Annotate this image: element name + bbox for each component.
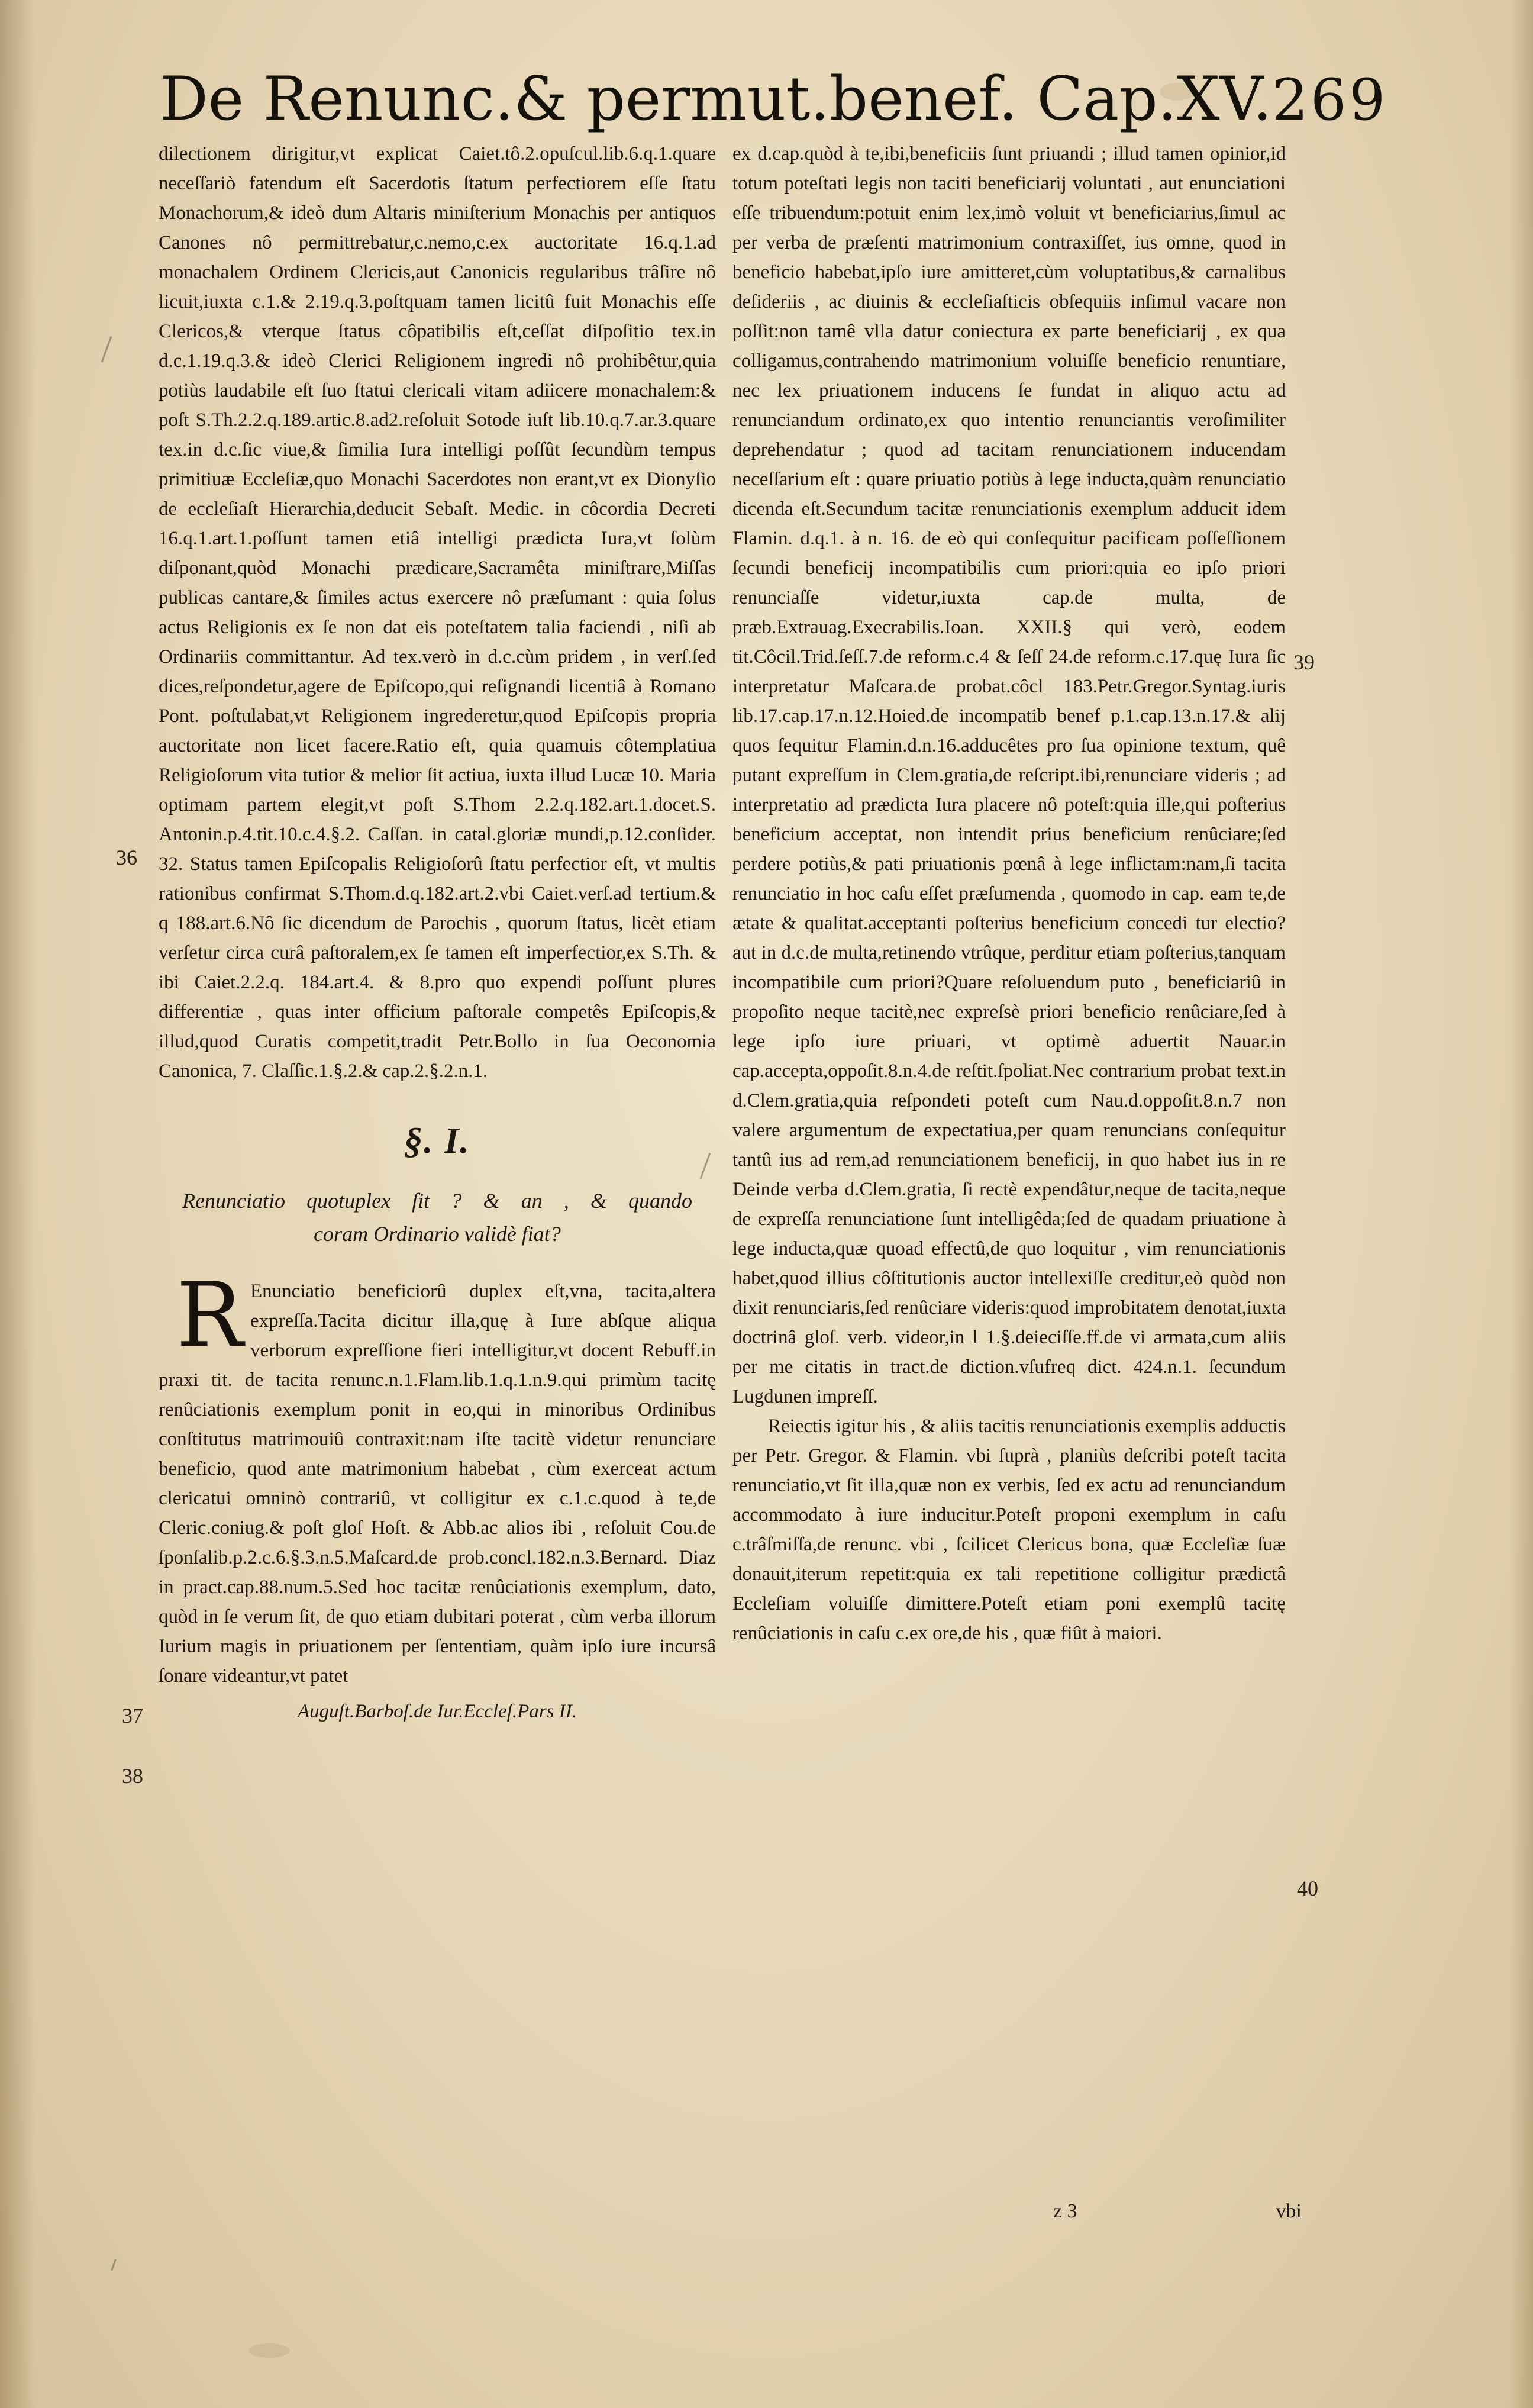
section-question-line-2: coram Ordinario validè fiat? [314, 1222, 561, 1246]
section-question-line-1: Renunciatio quotuplex ſit ? & an , & quando [182, 1189, 692, 1213]
right-paragraph-2: Reiectis igitur his , & aliis tacitis renunciationis exemplis adductis per Petr. Gregor. & Flamin. vbi ſuprà , planiùs deſcribi poteſt tacita renunciatio,vt ſit illa,quæ non ex verbis, ſed ex actu ad renunciandum accommodato à iure inducitur.Poteſt proponi exemplum in caſu c.trâſmiſſa,de renunc. vbi , ſcilicet Clericus bona, quæ Eccleſiæ ſuæ donauit,iterum repetit:quia ex tali repetitione colligitur prædictâ Eccleſiam voluiſſe dimittere.Poteſt etiam poni exemplû tacitę renûciationis in caſu c.ex ore,de his , quæ fiût à maiori. [732, 1416, 1286, 1644]
right-column [732, 139, 1286, 1648]
drop-cap-initial: R [176, 1264, 243, 1367]
printer-signature-line: Auguſt.Barboſ.de Iur.Eccleſ.Pars II. [298, 1701, 577, 1722]
pencil-mark [111, 2259, 125, 2274]
running-head [160, 64, 1388, 141]
left-paragraph-1: dilectionem dirigitur,vt explicat Caiet.tô.2.opuſcul.lib.6.q.1.quare neceſſariò fatendum eſt Sacerdotis ſtatum perfectiorem eſſe ſtatu Monachorum,& ideò dum Altaris miniſterium Monachis per antiquos Canones nô permittrebatur,c.nemo,c.ex auctoritate 16.q.1.ad monachalem Ordinem Clericis,aut Canonicis regularibus trâſire nô licuit,iuxta c.1.& 2.19.q.3.poſtquam tamen licitû fuit Monachis eſſe Clericos,& vterque ſtatus côpatibilis eſt,ceſſat diſpoſitio tex.in d.c.1.19.q.3.& ideò Clerici Religionem ingredi nô prohibêtur,quia potiùs laudabile eſt ſuo ſtatui clericali vitam adiicere monachalem:& poſt S.Th.2.2.q.189.artic.8.ad2.reſoluit Sotode iuſt lib.10.q.7.ar.3.quare tex.in d.c.ſic viue,& ſimilia Iura intelligi poſſût ſecundùm tempus primitiuæ Eccleſiæ,quo Monachi Sacerdotes non erant,vt ex Dionyſio de eccleſiaſt Hierarchia,deducit Sebaſt. Medic. in côcordia Decreti 16.q.1.art.1.poſſunt tamen etiâ intelligi prædicta Iura,vt ſolùm diſponant,quòd Monachi prædicare,Sacramêta miniſtrare,Miſſas publicas cantare,& ſimiles actus exercere nô præſumant : quia ſolus actus Religionis ex ſe non dat eis poteſtatem talia faciendi , niſi ab Ordinariis committantur. Ad tex.verò in d.c.cùm pridem , in verſ.ſed dices,reſpondetur,agere de Epiſcopo,qui reſignandi licentiâ à Romano Pont. poſtulabat,vt Religionem ingrederetur,quod Epiſcopis propria auctoritate non licet facere.Ratio eſt, quia quamuis côtemplatiua Religioſorum vita tutior & melior ſit actiua, iuxta illud Lucæ 10. Maria optimam partem elegit,vt poſt S.Thom 2.2.q.182.art.1.docet.S. Antonin.p.4.tit.10.c.4.§.2. Caſſan. in catal.gloriæ mundi,p.12.conſider. 32. Status tamen Epiſcopalis Religioſorû ſtatu perfectior eſt, vt multis rationibus confirmat S.Thom.d.q.182.art.2.vbi Caiet.verſ.ad tertium.& q 188.art.6.Nô ſic dicendum de Parochis , quorum ſtatus, licèt etiam verſetur circa curâ paſtoralem,ex ſe tamen eſt imperfectior,ex S.Th. & ibi Caiet.2.2.q. 184.art.4. & 8.pro quo expendi poſſunt plures differentiæ , quas inter officium paſtorale competês Epiſcopis,& illud,quod Curatis competit,tradit Petr.Bollo in ſua Oeconomia Canonica, 7. Claſſic.1.§.2.& cap.2.§.2.n.1. [159, 143, 716, 1082]
ink-smudge [248, 2343, 290, 2358]
margin-number-38: 38 [122, 1764, 143, 1788]
left-column [159, 139, 716, 1726]
catchword: vbi [1276, 2200, 1302, 2222]
left-body-section [159, 1264, 716, 1691]
right-paragraph-1: ex d.cap.quòd à te,ibi,beneficiis ſunt priuandi ; illud tamen opinior,id totum poteſtati legis non taciti beneficiarij voluntati , aut enunciationi eſſe tribuendum:potuit enim lex,imò voluit vt beneficiarius,ſimul ac per verba de præſenti matrimonium contraxiſſet, ius omne, quod in beneficio habebat,ipſo iure amitteret,cùm voluptatibus,& carnalibus deſideriis , ac diuinis & eccleſiaſticis obſequiis inſimul vacare non poſſit:non tamê vlla datur coniectura ex parte beneficiarij , ex qua colligamus,contrahendo matrimonium voluiſſe beneficio renuntiare, nec lex priuationem inducens ſe fundat in aliquo actu ad renunciandum ordinato,ex quo intentio renunciantis veroſimiliter deprehendatur ; quod ad tacitam renunciationem inducendam neceſſarium eſt : quare priuatio potiùs à lege inducta,quàm renunciatio dicenda eſt.Secundum tacitæ renunciationis exemplum adducit idem Flamin. d.q.1. à n. 16. de eò qui conſequitur pacificam poſſeſſionem ſecundi beneficij incompatibilis cum priori:quia eo ipſo priori renunciaſſe videtur,iuxta cap.de multa, de præb.Extrauag.Execrabilis.Ioan. XXII.§ qui verò, eodem tit.Côcil.Trid.ſeſſ.7.de reform.c.4 & ſeſſ 24.de reform.c.17.quę Iura ſic interpretatur Maſcara.de probat.côcl 183.Petr.Gregor.Syntag.iuris lib.17.cap.17.n.12.Hoied.de incompatib benef p.1.cap.13.n.17.& alij quos ſequitur Flamin.d.n.16.adducêtes pro ſua opinione textum, quê putant expreſſum in Clem.gratia,de reſcript.ibi,renunciare videris ; ad interpretatio ad prædicta Iura placere nô poteſt:quia ille,qui poſterius beneficium acceptat, non intendit prius beneficium renûciare;ſed perdere potiùs,& pati priuationis pœnâ à lege inflictam:nam,ſi tacita renunciatio in hoc caſu eſſet præſumenda , quomodo in cap. eam te,de ætate & qualitat.acceptanti poſterius beneficium concedi tur electio?aut in d.c.de multa,retinendo vtrûque, perditur etiam poſterius,tanquam incompatibile cum priori?Quare reſoluendum puto , beneficiariû in propoſito neque tacitè,nec expreſsè priori beneficio renûciare,ſed à lege ipſo iure priuari, vt optimè aduertit Nauar.in cap.accepta,oppoſit.8.n.4.de reſtit.ſpoliat.Nec contrarium probat text.in d.Clem.gratia,quia reſpondeti poteſt cum Nau.d.oppoſit.8.n.7 non valere argumentum de expectatiua,per quam renuncians conſequitur tantû ius ad rem,ad renunciationem beneficij, in quo habet ius in re Deinde verba d.Clem.gratia, ſi rectè expendâtur,neque de tacita,neque de expreſſa renunciatione ſunt intelligêda;ſed de quadam priuatione à lege inducta,quæ quoad effectû,de quo loquitur , vim renunciationis habet,quod illius côſtitutionis auctor intellexiſſe creditur,eò quòd non dixit renunciaris,ſed renûciare videris:quod improbitatem denotat,iuxta doctrinâ gloſ. verb. videor,in l 1.§.deieciſſe.ff.de vi armata,cum aliis per me citatis in tract.de diction.vſufreq dict. 424.n.1. ſecundum Lugdunen impreſſ. [732, 143, 1286, 1407]
section-question [159, 1184, 716, 1250]
footer-signature-row [1053, 2200, 1302, 2223]
margin-number-36: 36 [116, 846, 137, 869]
section-mark: §. I. [404, 1121, 470, 1161]
margin-number-37: 37 [122, 1704, 143, 1727]
running-title: De Renunc.& permut.benef. Cap.XV. [160, 64, 1272, 134]
margin-number-39: 39 [1293, 650, 1315, 674]
page-number: 269 [1271, 67, 1388, 133]
left-paragraph-2: Enunciatio beneficiorû duplex eſt,vna, tacita,altera expreſſa.Tacita dicitur illa,quę à Iure abſque aliqua verborum expreſſione fieri intelligitur,vt docent Rebuff.in praxi tit. de tacita renunc.n.1.Flam.lib.1.q.1.n.9.qui primùm tacitę renûciationis exemplum ponit in eo,qui in minoribus Ordinibus conſtitutus matrimouiû contraxit:nam iſte tacitè videtur renunciare beneficio, quod ante matrimonium habebat , cùm exerceat actum clericatui omninò contrariû, vt colligitur ex c.1.c.quod à te,de Cleric.coniug.& poſt gloſ Hoſt. & Abb.ac alios ibi , reſoluit Cou.de ſponſalib.p.2.c.6.§.3.n.5.Maſcard.de prob.concl.182.n.3.Bernard. Diaz in pract.cap.88.num.5.Sed hoc tacitæ renûciationis exemplum, dato, quòd in ſe verum ſit, de quo etiam dubitari poterat , cùm verba illorum Iurium magis in priuationem per ſententiam, quàm ipſo iure incursâ ſonare videantur,vt patet [159, 1281, 716, 1687]
pencil-mark [101, 336, 121, 366]
margin-number-40: 40 [1297, 1877, 1318, 1900]
gathering-signature: z 3 [1053, 2200, 1077, 2222]
